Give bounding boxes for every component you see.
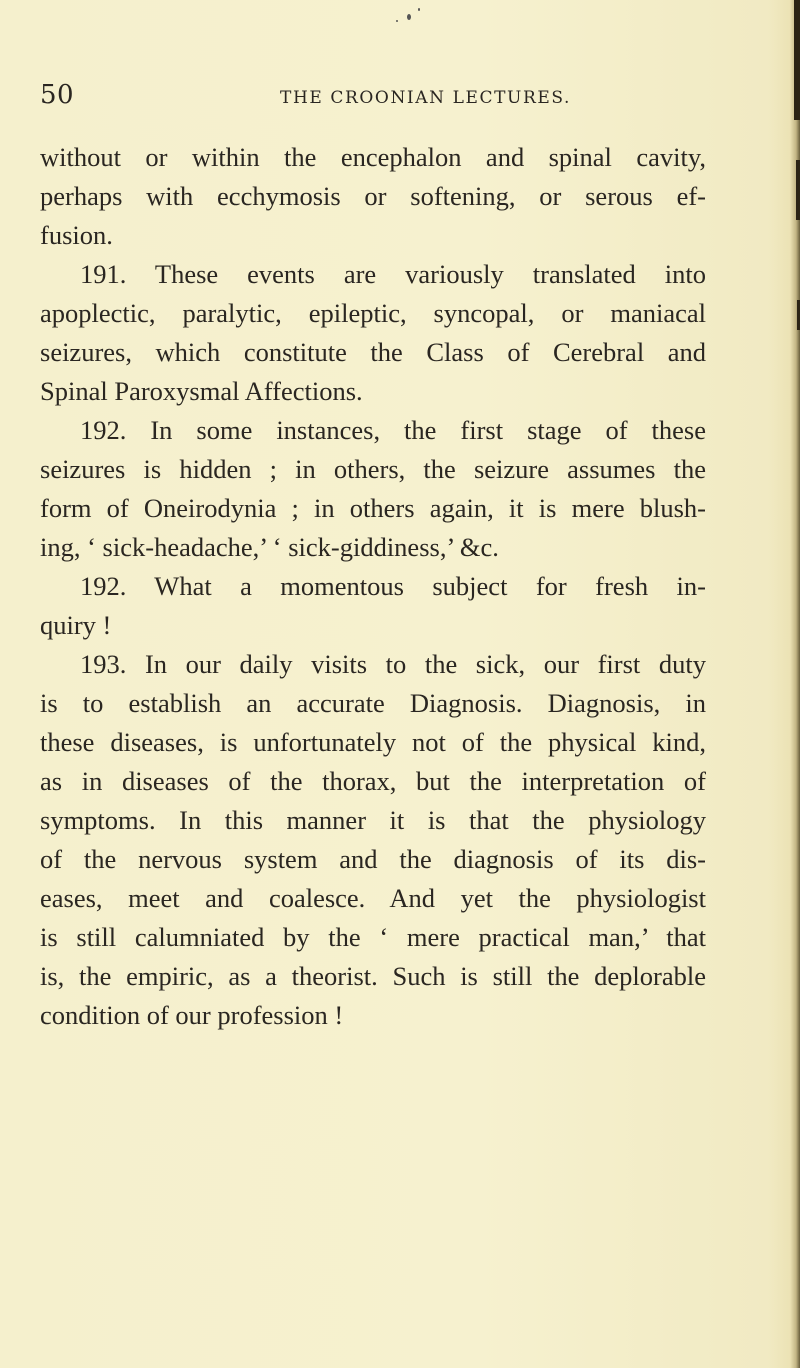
text-line: eases, meet and coalesce. And yet the physiologist: [40, 883, 706, 913]
body-text: [40, 138, 706, 1035]
text-line: as in diseases of the thorax, but the interpretation of: [40, 766, 706, 796]
text-line: fusion.: [40, 220, 113, 250]
text-line: ing, ‘ sick-headache,’ ‘ sick-giddiness,’ &c.: [40, 532, 499, 562]
text-line: apoplectic, paralytic, epileptic, syncopal, or maniacal: [40, 298, 706, 328]
text-line: quiry !: [40, 610, 112, 640]
text-line: Spinal Paroxysmal Affections.: [40, 376, 363, 406]
text-line: perhaps with ecchymosis or softening, or serous ef-: [40, 181, 706, 211]
text-line: 191. These events are variously translated into: [80, 259, 706, 289]
text-line: condition of our profession !: [40, 1000, 344, 1030]
text-line: these diseases, is unfortunately not of the physical kind,: [40, 727, 706, 757]
text-line: symptoms. In this manner it is that the physiology: [40, 805, 706, 835]
page-number: 50: [40, 80, 75, 110]
page-edge-binding: [796, 160, 800, 220]
text-line: of the nervous system and the diagnosis of its dis-: [40, 844, 706, 874]
page-header: [40, 82, 760, 112]
running-head: THE CROONIAN LECTURES.: [280, 88, 572, 108]
page-edge-binding: [794, 0, 800, 120]
paper-speck: [396, 20, 398, 22]
text-line: is still calumniated by the ‘ mere practical man,’ that: [40, 922, 706, 952]
text-line: is to establish an accurate Diagnosis. Diagnosis, in: [40, 688, 706, 718]
text-line: seizures, which constitute the Class of Cerebral and: [40, 337, 706, 367]
text-line: 192. In some instances, the first stage of these: [80, 415, 706, 445]
paper-speck: [407, 14, 411, 20]
text-line: 193. In our daily visits to the sick, our first duty: [80, 649, 706, 679]
text-line: without or within the encephalon and spinal cavity,: [40, 142, 706, 172]
text-line: is, the empiric, as a theorist. Such is still the deplorable: [40, 961, 706, 991]
text-line: seizures is hidden ; in others, the seizure assumes the: [40, 454, 706, 484]
text-line: 192. What a momentous subject for fresh in-: [80, 571, 706, 601]
paper-speck: [418, 8, 420, 11]
text-line: form of Oneirodynia ; in others again, it is mere blush-: [40, 493, 706, 523]
